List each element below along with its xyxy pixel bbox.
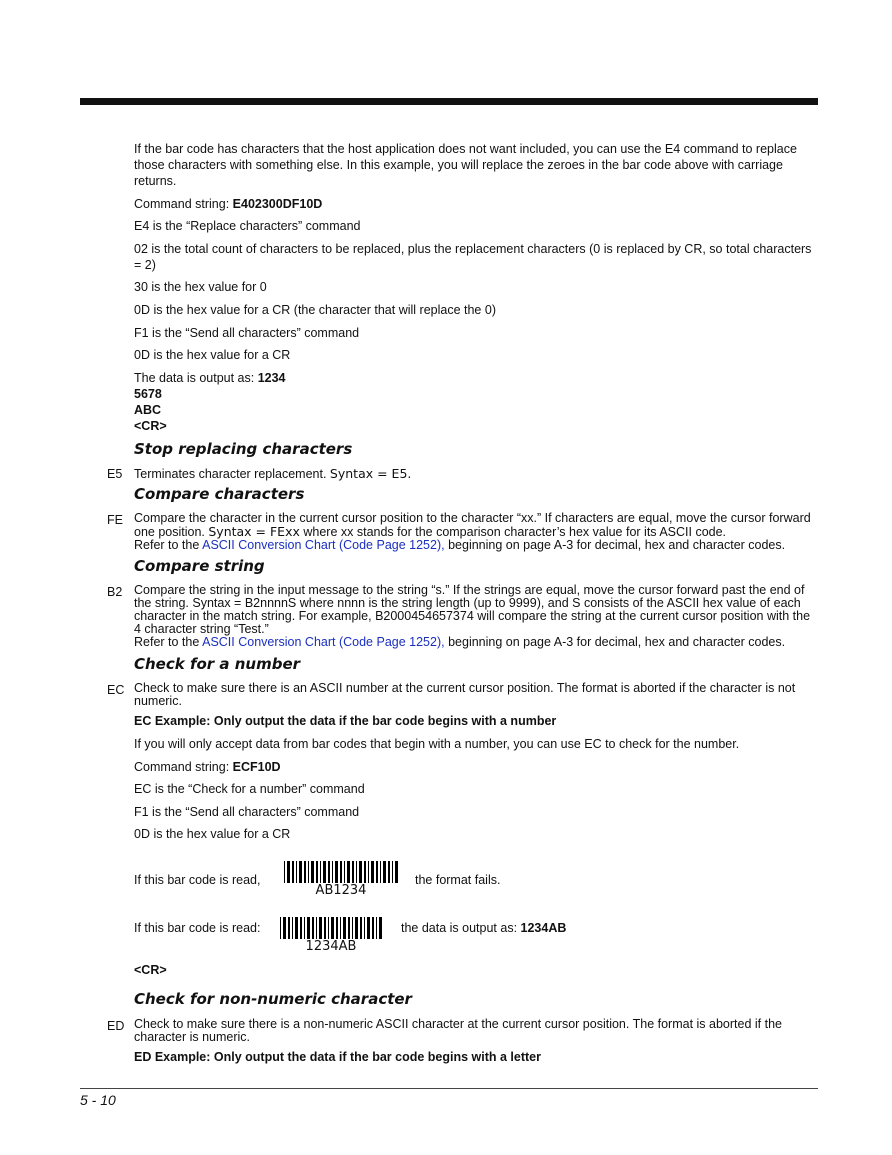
barcode-bar <box>352 917 353 939</box>
command-code: ED <box>107 1019 125 1033</box>
example-heading: EC Example: Only output the data if the bar code begins with a number <box>134 714 557 728</box>
barcode-bar <box>380 861 381 883</box>
command-string: Command string: ECF10D <box>134 760 281 774</box>
barcode-bar <box>359 861 362 883</box>
barcode-bar <box>331 917 334 939</box>
section-heading: Check for a number <box>134 655 301 673</box>
barcode-bar <box>376 861 378 883</box>
command-code: FE <box>107 513 123 527</box>
example-heading: ED Example: Only output the data if the bar code begins with a letter <box>134 1050 542 1064</box>
barcode-bar <box>367 917 370 939</box>
barcode-bar <box>295 917 298 939</box>
barcode-bar <box>319 917 322 939</box>
barcode-bar <box>364 861 366 883</box>
barcode-bar <box>308 861 309 883</box>
barcode-bar <box>328 917 329 939</box>
command-value: E402300DF10D <box>232 197 323 211</box>
section-heading: Stop replacing characters <box>134 440 353 458</box>
barcode-caption: If this bar code is read: <box>134 921 261 935</box>
output-line: ABC <box>134 403 162 417</box>
barcode-bar <box>304 861 306 883</box>
barcode-bar <box>376 917 377 939</box>
barcode-bar <box>287 861 290 883</box>
barcode-bar <box>335 861 338 883</box>
output-line: The data is output as: 1234 <box>134 371 286 385</box>
barcode-bar <box>292 917 293 939</box>
barcode-bar <box>348 917 350 939</box>
barcode-bar <box>372 917 374 939</box>
command-code: EC <box>107 683 125 697</box>
barcode-bar <box>340 861 342 883</box>
page-number: 5 - 10 <box>80 1092 116 1108</box>
barcode-1234ab <box>280 917 382 939</box>
barcode-bar <box>388 861 390 883</box>
barcode-bar <box>395 861 398 883</box>
output-line: <CR> <box>134 963 167 977</box>
barcode-bar <box>323 861 326 883</box>
barcode-bar <box>283 917 286 939</box>
command-description: Compare the string in the input message to the string “s.” If the strings are equal, move the cursor forward past the end of the string. Syntax = B2nnnnS where nnnn is the string length (up to 9999), and S consists of the ASCII hex value of each character in the match string. For example, B2000454657374 will compare the string at the current cursor position with the 4 character string “Test.” Refer to the ASCII Conversion Chart (Code Page 1252), beginning on page A-3 for decimal, hex and character codes. <box>134 583 811 649</box>
barcode-bar <box>288 917 290 939</box>
barcode-bar <box>379 917 382 939</box>
command-string: Command string: E402300DF10D <box>134 197 323 211</box>
output-line: <CR> <box>134 419 167 433</box>
header-rule <box>80 98 818 105</box>
barcode-caption: If this bar code is read, <box>134 873 261 887</box>
barcode-bar <box>312 917 314 939</box>
barcode-label: AB1234 <box>315 883 367 898</box>
command-value: ECF10D <box>232 760 281 774</box>
barcode-bar <box>292 861 294 883</box>
explain-line: E4 is the “Replace characters” command <box>134 219 361 233</box>
barcode-bar <box>368 861 369 883</box>
barcode-bar <box>355 917 358 939</box>
barcode-bar <box>340 917 341 939</box>
barcode-bar <box>328 861 330 883</box>
section-heading: Check for non-numeric character <box>134 990 412 1008</box>
command-description: Check to make sure there is a non-numeric ASCII character at the current cursor position. The format is aborted if the character is numeric. <box>134 1017 782 1044</box>
barcode-bar <box>364 917 365 939</box>
barcode-bar <box>284 861 285 883</box>
barcode-bar <box>392 861 393 883</box>
barcode-bar <box>371 861 374 883</box>
barcode-bar <box>311 861 314 883</box>
barcode-bar <box>280 917 281 939</box>
command-description: Check to make sure there is an ASCII number at the current cursor position. The format is aborted if the character is not numeric. <box>134 681 796 708</box>
barcode-result: the data is output as: 1234AB <box>401 921 567 935</box>
barcode-bar <box>356 861 357 883</box>
ascii-chart-link[interactable]: ASCII Conversion Chart (Code Page 1252), <box>202 538 445 552</box>
explain-line: 0D is the hex value for a CR (the character that will replace the 0) <box>134 303 496 317</box>
output-line: 5678 <box>134 387 162 401</box>
explain-line: F1 is the “Send all characters” command <box>134 326 360 340</box>
barcode-bar <box>300 917 302 939</box>
barcode-bar <box>343 917 346 939</box>
command-code: B2 <box>107 585 123 599</box>
barcode-bar <box>352 861 354 883</box>
barcode-bar <box>304 917 305 939</box>
explain-line: F1 is the “Send all characters” command <box>134 805 360 819</box>
barcode-bar <box>383 861 386 883</box>
barcode-bar <box>360 917 362 939</box>
explain-line: 0D is the hex value for a CR <box>134 827 291 841</box>
section-heading: Compare characters <box>134 485 305 503</box>
explain-line: 30 is the hex value for 0 <box>134 280 267 294</box>
explain-line: EC is the “Check for a number” command <box>134 782 365 796</box>
barcode-bar <box>316 917 317 939</box>
section-heading: Compare string <box>134 557 265 575</box>
barcode-bar <box>299 861 302 883</box>
command-code: E5 <box>107 467 123 481</box>
command-description: Terminates character replacement. Syntax = E5. <box>134 466 412 481</box>
barcode-bar <box>332 861 333 883</box>
barcode-bar <box>316 861 318 883</box>
footer-rule <box>80 1088 818 1089</box>
intro-paragraph: If the bar code has characters that the host application does not want included, you can use the E4 command to replace those characters with something else. In this example, you will replace the zeroes in the bar code above with carriage returns. <box>134 142 797 188</box>
barcode-result: the format fails. <box>415 873 501 887</box>
barcode-ab1234 <box>284 861 398 883</box>
barcode-bar <box>336 917 338 939</box>
barcode-label: 1234AB <box>305 939 357 954</box>
barcode-bar <box>320 861 321 883</box>
barcode-bar <box>296 861 297 883</box>
command-description: Compare the character in the current cursor position to the character “xx.” If characters are equal, move the cursor forward one position. Syntax = FExx where xx stands for the comparison character’s hex value for its ASCII code. Refer to the ASCII Conversion Chart (Code Page 1252), beginning on page A-3 for decimal, hex and character codes. <box>134 511 811 552</box>
barcode-bar <box>324 917 326 939</box>
ascii-chart-link[interactable]: ASCII Conversion Chart (Code Page 1252), <box>202 635 445 649</box>
barcode-bar <box>307 917 310 939</box>
explain-line: 0D is the hex value for a CR <box>134 348 291 362</box>
example-paragraph: If you will only accept data from bar codes that begin with a number, you can use EC to check for the number. <box>134 737 740 751</box>
barcode-bar <box>347 861 350 883</box>
explain-line: 02 is the total count of characters to be replaced, plus the replacement characters (0 is replaced by CR, so total characters = 2) <box>134 242 812 272</box>
barcode-bar <box>344 861 345 883</box>
